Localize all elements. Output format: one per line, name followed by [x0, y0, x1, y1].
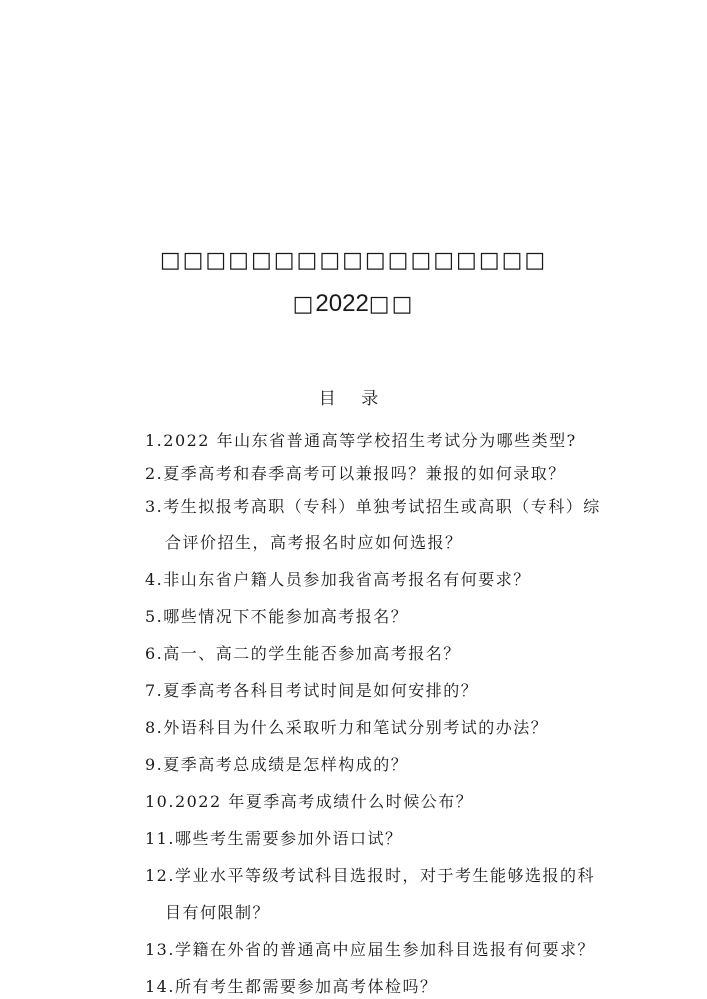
document-title-line-2	[0, 290, 707, 318]
toc-item-12: 12.学业水平等级考试科目选报时，对于考生能够选报的科	[145, 866, 595, 885]
toc-item-3: 3.考生拟报考高职（专科）单独考试招生或高职（专科）综	[145, 497, 601, 516]
toc-item-2: 2.夏季高考和春季高考可以兼报吗？兼报的如何录取？	[145, 464, 566, 483]
title-line-2-suffix: □□	[368, 292, 415, 317]
toc-item-8: 8.外语科目为什么采取听力和笔试分别考试的办法？	[145, 718, 549, 737]
toc-item-11: 11.哪些考生需要参加外语口试？	[145, 829, 403, 848]
toc-item-3-continued: 合评价招生，高考报名时应如何选报？	[165, 533, 463, 552]
toc-item-9: 9.夏季高考总成绩是怎样构成的？	[145, 755, 409, 774]
document-title-line-1: □□□□□□□□□□□□□□□□□	[159, 248, 548, 273]
toc-item-1: 1.2022 年山东省普通高等学校招生考试分为哪些类型?	[145, 431, 577, 450]
toc-item-5: 5.哪些情况下不能参加高考报名？	[145, 607, 409, 626]
toc-item-4: 4.非山东省户籍人员参加我省高考报名有何要求？	[145, 570, 531, 589]
toc-item-13: 13.学籍在外省的普通高中应届生参加科目选报有何要求？	[145, 940, 595, 959]
toc-heading: 目 录	[318, 389, 389, 409]
title-line-2-prefix: □	[292, 292, 316, 317]
toc-item-12-continued: 目有何限制？	[165, 903, 271, 922]
toc-item-6: 6.高一、高二的学生能否参加高考报名？	[145, 644, 461, 663]
toc-item-10: 10.2022 年夏季高考成绩什么时候公布？	[145, 792, 474, 811]
toc-item-14: 14.所有考生都需要参加高考体检吗？	[145, 977, 438, 996]
title-year: 2022	[315, 290, 369, 317]
toc-item-7: 7.夏季高考各科目考试时间是如何安排的？	[145, 681, 479, 700]
